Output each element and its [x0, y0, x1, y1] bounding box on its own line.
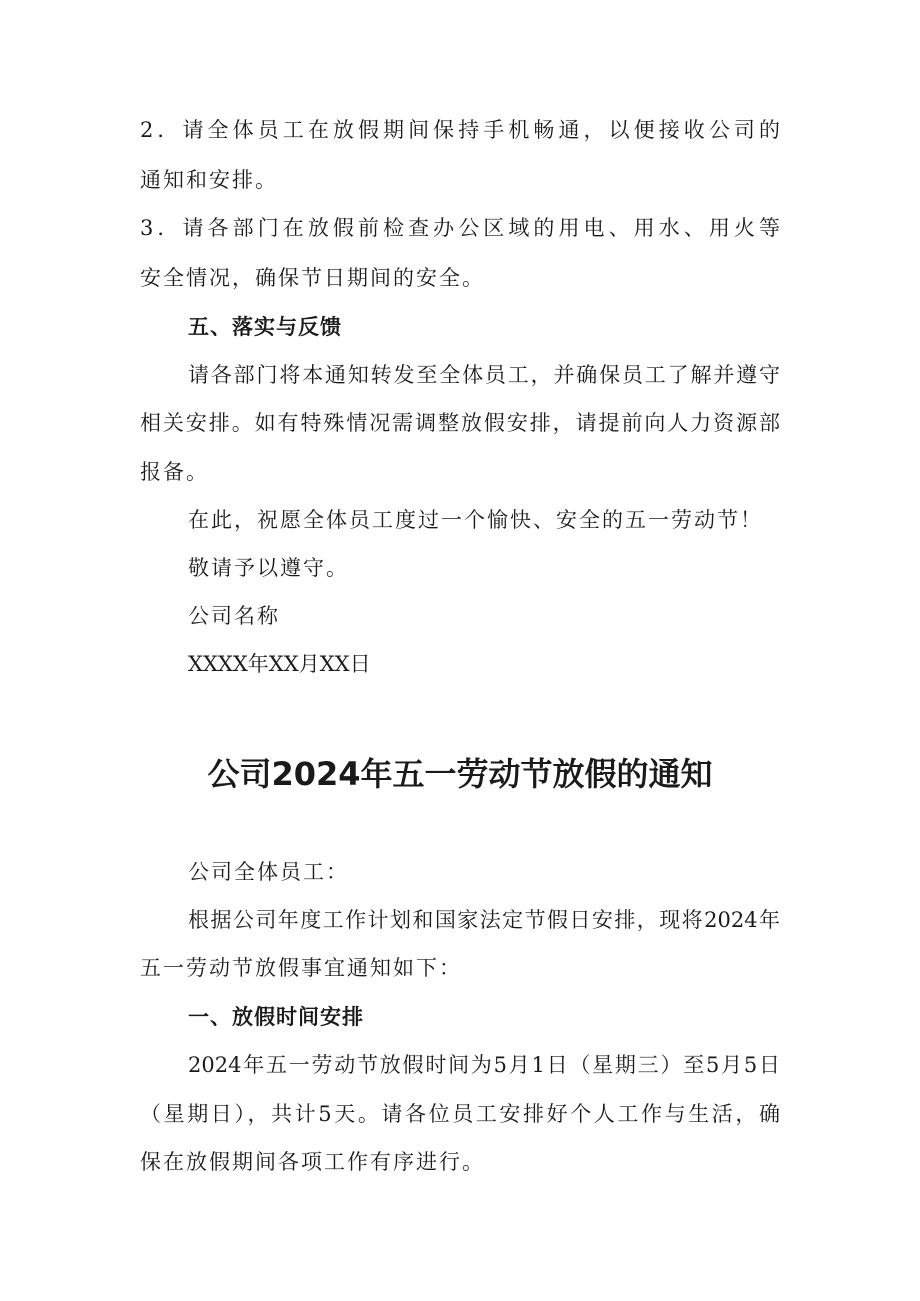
- intro-line-1: 根据公司年度工作计划和国家法定节假日安排，现将2024年: [188, 908, 780, 932]
- company-name: 公司名称: [188, 604, 280, 628]
- intro-line-2: 五一劳动节放假事宜通知如下：: [140, 956, 462, 980]
- schedule-line-1: 2024年五一劳动节放假时间为5月1日（星期三）至5月5日: [188, 1053, 780, 1077]
- date-line: XXXX年XX月XX日: [188, 652, 371, 676]
- salutation: 公司全体员工：: [188, 860, 349, 884]
- section-5-heading: 五、落实与反馈: [188, 315, 342, 339]
- notice-title: 公司2024年五一劳动节放假的通知: [207, 755, 713, 793]
- schedule-line-3: 保在放假期间各项工作有序进行。: [140, 1150, 485, 1174]
- feedback-line-2: 相关安排。如有特殊情况需调整放假安排，请提前向人力资源部: [140, 411, 780, 435]
- item-2-line-2: 通知和安排。: [140, 168, 278, 192]
- item-3-line-1: 3．请各部门在放假前检查办公区域的用电、用水、用火等: [140, 216, 780, 240]
- item-2-line-1: 2．请全体员工在放假期间保持手机畅通，以便接收公司的: [140, 118, 780, 142]
- section-1-heading: 一、放假时间安排: [188, 1005, 364, 1029]
- closing-line: 敬请予以遵守。: [188, 556, 349, 580]
- schedule-line-2: （星期日），共计5天。请各位员工安排好个人工作与生活，确: [140, 1102, 780, 1126]
- feedback-line-3: 报备。: [140, 460, 209, 484]
- feedback-line-1: 请各部门将本通知转发至全体员工，并确保员工了解并遵守: [188, 363, 780, 387]
- item-3-line-2: 安全情况，确保节日期间的安全。: [140, 266, 485, 290]
- wish-line: 在此，祝愿全体员工度过一个愉快、安全的五一劳动节！: [188, 508, 763, 532]
